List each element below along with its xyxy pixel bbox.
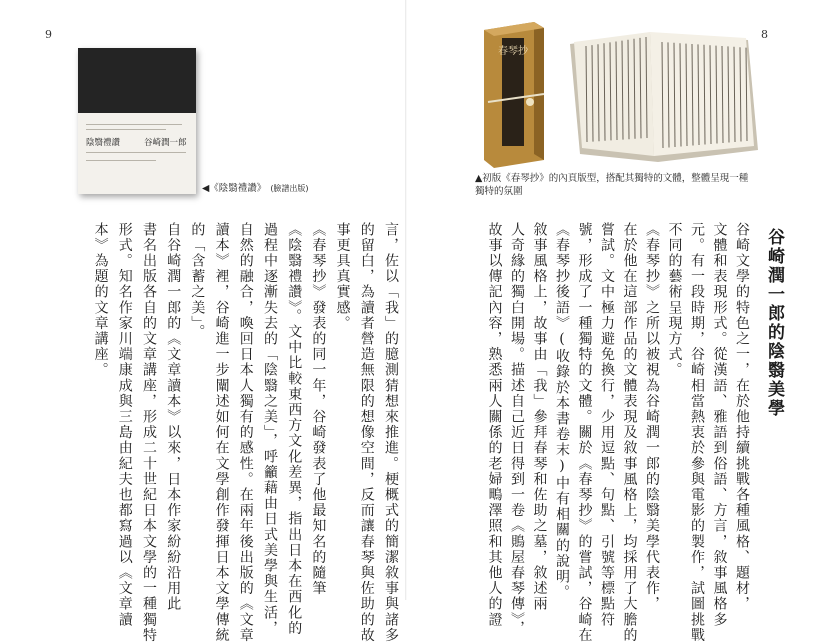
left-figure-caption	[202, 180, 309, 194]
cover-rule	[86, 160, 156, 161]
text-column: 《春琴抄後語》(收錄於本書卷末)中有相關的說明。	[554, 222, 570, 601]
article-title: 谷崎潤一郎的陰翳美學	[764, 228, 784, 418]
text-column: 元。有一段時期，谷崎相當熱衷於參與電影的製作，試圖挑戰	[689, 222, 705, 643]
shunkinsho-photo	[478, 20, 768, 170]
book-cover-title: 陰翳禮讚	[86, 138, 121, 148]
text-column: 不同的藝術呈現方式。	[666, 222, 683, 378]
text-column: 故事以傳記內容，熟悉兩人關係的老婦鴫澤照和其他人的證	[486, 222, 503, 628]
slipcase-side	[534, 22, 544, 160]
spine-title: 春琴抄	[498, 46, 528, 57]
text-column: 自谷崎潤一郎的《文章讀本》以來，日本作家紛紛沿用此	[165, 222, 182, 612]
text-column: 的留白，為讀者營造無限的想像空間，反而讓春琴與佐助的故	[358, 222, 375, 643]
cover-rule	[86, 152, 186, 153]
text-column: 《陰翳禮讚》。文中比較東西方文化差異，指出日本在西化的	[286, 222, 303, 637]
left-page	[0, 0, 406, 643]
page-number-right: 8	[761, 28, 768, 41]
book-cover-photo	[78, 48, 196, 194]
text-column: 讀本》裡，谷崎進一步闡述如何在文學創作發揮日本文學傳統	[213, 222, 230, 643]
text-column: 書名出版各自的文章講座，形成二十世紀日本文學的一種獨特	[141, 222, 157, 643]
text-column: 文體和表現形式。從漢語、雅語到俗語、方言，敘事風格多	[711, 222, 728, 628]
text-column: 形式。知名作家川端康成與三島由紀夫也都寫過以《文章讀	[116, 222, 133, 628]
caption-publisher: (臉譜出版)	[270, 184, 309, 193]
book-cover-author: 谷崎潤一郎	[144, 138, 187, 148]
slipcase-knot	[526, 98, 534, 106]
caption-title: ◀《陰翳禮讚》	[202, 183, 267, 194]
text-column: 過程中逐漸失去的「陰翳之美」，呼籲藉由日式美學與生活，	[262, 222, 278, 637]
text-column: 自然的融合，喚回日本人獨有的感性。在兩年後出版的《文章	[237, 222, 254, 643]
right-figure-caption: ▲初版《春琴抄》的內頁版型，搭配其獨特的文體，整體呈現一種獨特的氛圍	[475, 173, 749, 197]
text-column: 本》為題的文章講座。	[92, 222, 109, 378]
cover-rule	[86, 124, 182, 125]
text-column: 人奇緣的獨白開場。描述自己近日得到一卷《鵙屋春琴傳》，	[509, 222, 525, 637]
text-column: 號，形成了一種獨特的文體。關於《春琴抄》的嘗試，谷崎在	[576, 222, 593, 643]
text-column: 《春琴抄》之所以被視為谷崎潤一郎的陰翳美學代表作，	[644, 222, 660, 612]
text-column: 事更具真實感。	[334, 222, 351, 332]
text-column: 的「含蓄之美」。	[189, 222, 206, 340]
text-column: 《春琴抄》發表的同一年，谷崎發表了他最知名的隨筆	[310, 222, 327, 597]
text-column: 敘事風格上，故事由「我」參拜春琴和佐助之墓，敘述兩	[531, 222, 548, 612]
open-book-right-page	[650, 32, 754, 156]
text-column: 言，佐以「我」的臆測猜想來推進。梗概式的簡潔敘事與諸多	[383, 222, 399, 643]
text-column: 嘗試。文中極力避免換行，少用逗點、句點、引號等標點符	[599, 222, 615, 628]
text-column: 在於他在這部作品的文體表現及敘事風格上，均採用了大膽的	[621, 222, 638, 643]
book-cover-dark-band	[78, 48, 196, 113]
page-number-left: 9	[45, 28, 52, 41]
cover-rule	[86, 129, 166, 130]
text-column: 谷崎文學的特色之一，在於他持續挑戰各種風格、題材，	[734, 222, 750, 612]
